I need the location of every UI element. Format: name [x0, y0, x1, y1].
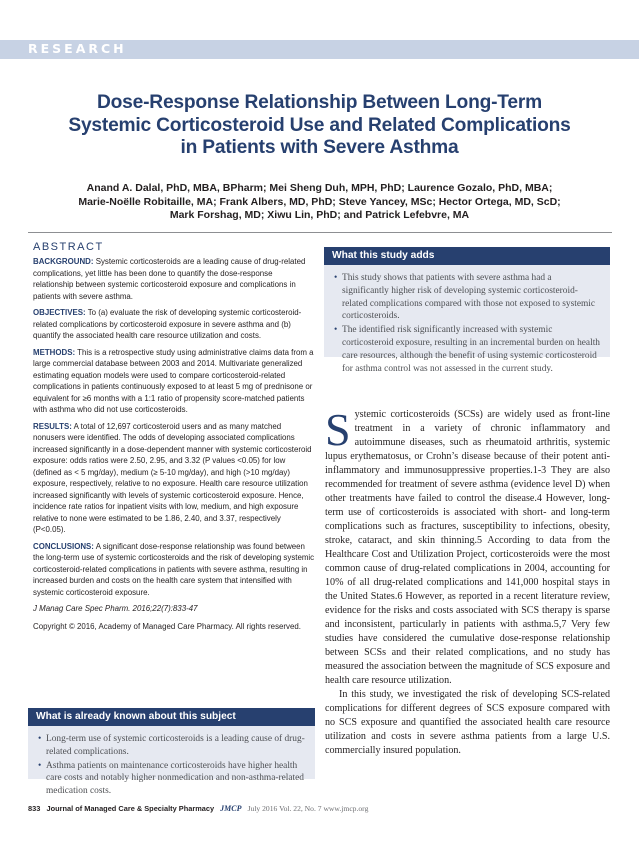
- paragraph-text: ystemic corticosteroids (SCSs) are widely used as front-line treatment in a variety of chronic inflammatory and autoimmune diseases, such as rheumatoid arthritis, systemic lupus erythematosus, or Crohn’s disease because of their potent anti-inflammatory and immunosuppressive properties.1-3 They are also recommended for treatment of severe asthma (evidence level D) when other treatments have failed to control the disease.4 However, long-term use of corticosteroids is associated with short- and long-term complications such as fractures, susceptibility to infections, obesity, stroke, cataract, and skin thinning.5 According to data from the Healthcare Cost and Utilization Project, corticosteroids were the most common cause of drug-related complications in 2004, accounting for 10% of all drug-related complications and 141,000 hospital stays in the United States.6 However, as reported in a recent literature review, evidence for the risks and costs associated with SCS therapy is sparse and inconsistent, particularly in patients with asthma.5,7 Very few studies have considered the cumulative dose-response relationship between SCSs and their related complications, and no study has measured the association between the magnitude of SCS exposure and health care resource utilization.: [325, 409, 610, 686]
- abstract-background: [33, 256, 315, 302]
- paragraph-text: In this study, we investigated the risk of developing SCS-related complications for different degrees of SCS exposure compared with no SCS exposure and quantified the associated health care resource utilization and costs in severe asthma patients from a large U.S. commercially insured population.: [325, 689, 610, 756]
- author-line: Marie-Noëlle Robitaille, MA; Frank Albers, MD, PhD; Steve Yancey, MSc; Hector Ortega, MD, ScD;: [78, 195, 561, 208]
- bullet-text: Long-term use of systemic corticosteroids is a leading cause of drug-related complications.: [46, 734, 305, 757]
- box-bullet: [38, 733, 305, 759]
- abstract-conclusions: [33, 541, 315, 599]
- abstract-label: METHODS:: [33, 347, 76, 357]
- journal-abbrev: JMCP: [220, 804, 242, 813]
- page-footer: [28, 804, 612, 813]
- bullet-icon: •: [334, 325, 338, 336]
- article-title: [40, 92, 599, 160]
- abstract-results: [33, 421, 315, 536]
- abstract-objectives: [33, 307, 315, 342]
- box-bullet: [334, 324, 600, 375]
- abstract-label: RESULTS:: [33, 421, 72, 431]
- box-bullet-list: [28, 726, 315, 807]
- body-text: [325, 404, 610, 758]
- body-paragraph: [325, 404, 610, 688]
- abstract-copyright: Copyright © 2016, Academy of Managed Care Pharmacy. All rights reserved.: [33, 621, 301, 631]
- header-divider: [28, 232, 612, 233]
- bullet-icon: •: [38, 734, 42, 744]
- drop-cap: S: [325, 404, 351, 455]
- bullet-text: The identified risk significantly increased with systemic corticosteroid exposure, resulting in an incremental burden on health care resources, although the benefit of using systemic corticosteroid for asthma control was not assessed in the current study.: [342, 325, 600, 374]
- abstract-heading: ABSTRACT: [33, 241, 104, 253]
- title-line: Systemic Corticosteroid Use and Related Complications: [68, 114, 571, 136]
- abstract-text: This is a retrospective study using administrative claims data from a large commercial database between 2003 and 2014. Multivariate generalized estimating equation models were used to compare corticosteroid-related complications in patients continuously exposed to at least 5 mg of prednisone or equivalent for ≥6 months with a 1:1 ratio of propensity score-matched patients with asthma who did not use corticosteroids.: [33, 347, 314, 414]
- abstract-text: A total of 12,697 corticosteroid users and as many matched nonusers were identified. The odds of developing associated complications increased significantly in a dose-dependent manner with systemic corticosteroid exposure: odds ratios were 2.50, 2.95, and 3.32 (P values <0.05) for low (defined as < 5 mg/day), medium (≥ 5-10 mg/day), and high (>10 mg/day) exposure, respectively, relative to no exposure. Health care resource utilization increased significantly with levels of systemic corticosteroid exposure. Hence, incidence rate ratios for inpatient visits with low, medium, and high exposure relative to none were estimated to be 1.86, 2.40, and 3.37, respectively (P<0.05).: [33, 421, 312, 534]
- abstract-label: CONCLUSIONS:: [33, 541, 94, 551]
- page-number: 833: [28, 804, 41, 813]
- abstract-citation: J Manag Care Spec Pharm. 2016;22(7):833-47: [33, 604, 198, 613]
- abstract-text: To (a) evaluate the risk of developing systemic corticosteroid-related complications by corticosteroid exposure in severe asthma and (b) quantify the associated health care resource utilization and costs.: [33, 308, 302, 340]
- section-band: [0, 40, 639, 59]
- abstract-methods: [33, 347, 315, 416]
- author-list: [22, 182, 617, 223]
- section-label: RESEARCH: [28, 41, 127, 56]
- box-bullet: [334, 272, 600, 323]
- abstract: [33, 240, 315, 632]
- author-line: Anand A. Dalal, PhD, MBA, BPharm; Mei Sheng Duh, MPH, PhD; Laurence Gozalo, PhD, MBA;: [86, 182, 553, 194]
- what-this-study-adds-box: [324, 247, 610, 374]
- title-line: in Patients with Severe Asthma: [180, 137, 459, 158]
- bullet-text: This study shows that patients with severe asthma had a significantly higher risk of developing systemic corticosteroid-related complications compared with those not exposed to systemic corticosteroids.: [342, 273, 596, 322]
- bullet-text: Asthma patients on maintenance corticosteroids have higher health care costs and notably higher nonmedication and non-asthma-related medication costs.: [46, 760, 304, 797]
- abstract-label: OBJECTIVES:: [33, 308, 86, 317]
- box-bullet-list: [324, 265, 610, 384]
- bullet-icon: •: [334, 273, 338, 283]
- abstract-text: Systemic corticosteroids are a leading cause of drug-related complications, yet little has been done to quantify the dose-response relationship between systemic corticosteroid exposure and complications in patients with severe asthma.: [33, 257, 306, 301]
- box-heading: What is already known about this subject: [28, 708, 315, 726]
- title-line: Dose-Response Relationship Between Long-Term: [96, 92, 542, 113]
- author-line: Mark Forshag, MD; Xiwu Lin, PhD; and Patrick Lefebvre, MA: [169, 209, 470, 221]
- box-heading: What this study adds: [324, 247, 610, 265]
- journal-name: Journal of Managed Care & Specialty Pharmacy: [46, 804, 215, 813]
- issue-info: July 2016 Vol. 22, No. 7 www.jmcp.org: [247, 804, 369, 813]
- body-paragraph: [325, 688, 610, 758]
- bullet-icon: •: [38, 760, 42, 771]
- abstract-text: A significant dose-response relationship was found between the long-term use of systemic corticosteroids and the risk of developing systemic corticosteroid-related complications in patients with severe asthma, resulting in increased burden and costs on the health care system that intensified with systemic corticosteroid exposure.: [33, 541, 315, 597]
- box-bullet: [38, 760, 305, 798]
- what-is-known-box: [28, 708, 315, 797]
- abstract-label: BACKGROUND:: [33, 257, 94, 266]
